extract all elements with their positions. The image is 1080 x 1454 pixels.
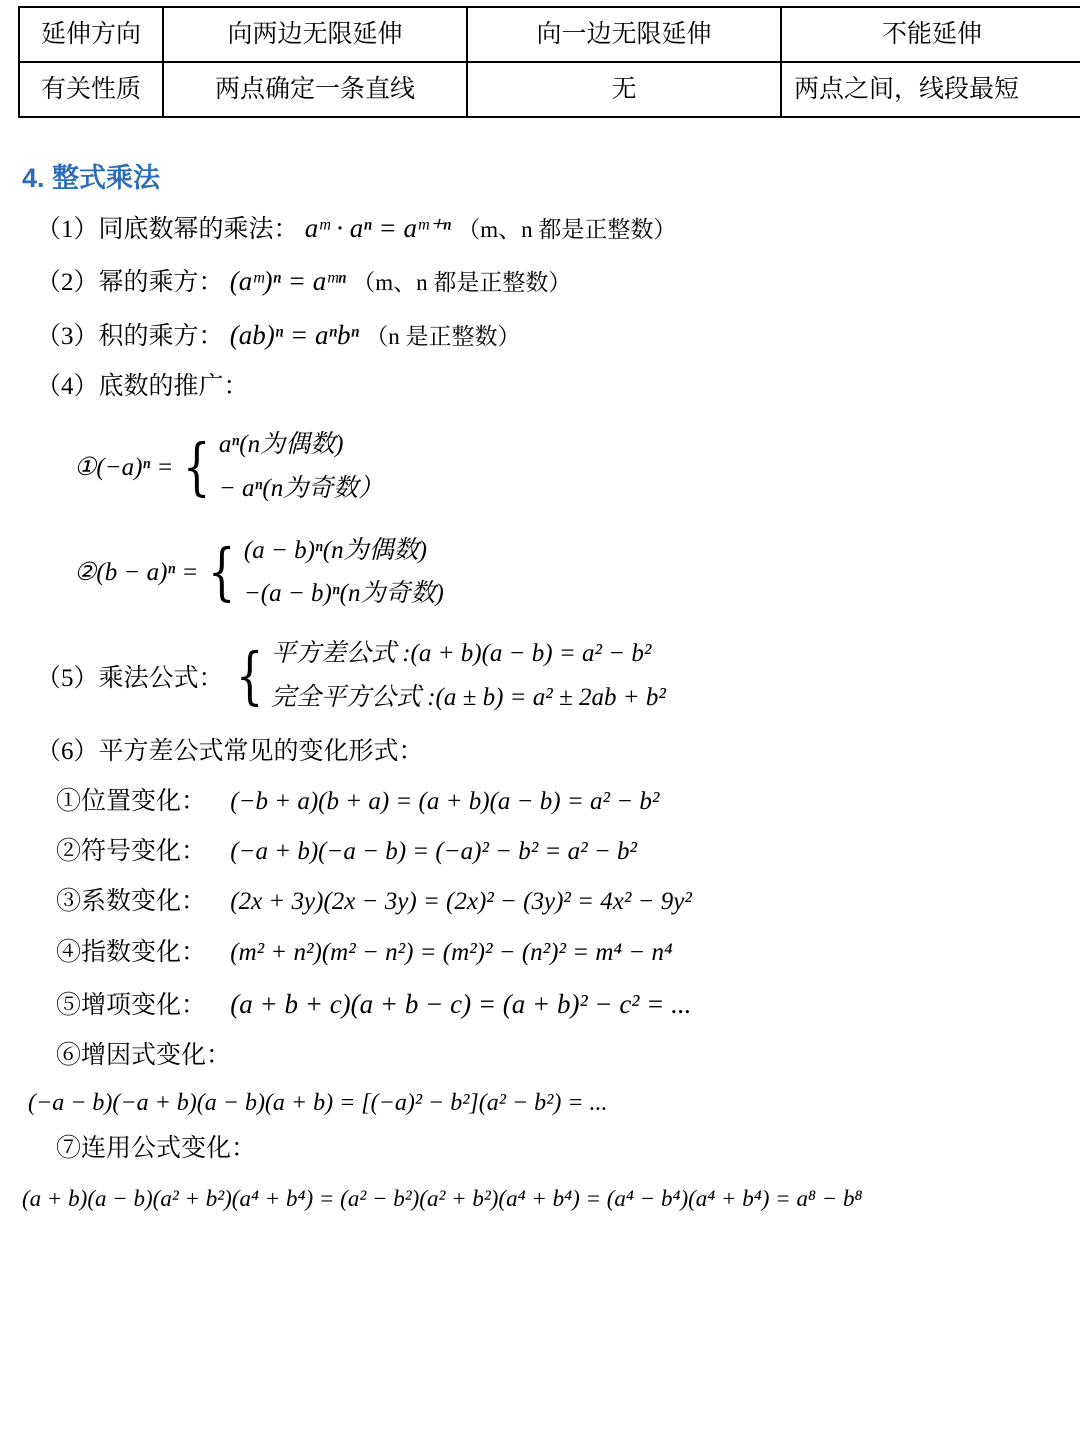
item-6-7-formula: (a + b)(a − b)(a² + b²)(a⁴ + b⁴) = (a² − b²)(a² + b²)(a⁴ + b⁴) = (a⁴ − b⁴)(a⁴ + b⁴) = a⁸ − b⁸ xyxy=(22,1185,863,1211)
item-1 xyxy=(36,209,1080,248)
section-number: 4. xyxy=(22,163,45,193)
item-5 xyxy=(36,632,1080,720)
brace-group-a xyxy=(173,423,383,511)
item-1-formula: aᵐ · aⁿ = aᵐ⁺ⁿ xyxy=(304,213,452,243)
row-header-property: 有关性质 xyxy=(19,62,163,117)
left-brace-icon: { xyxy=(183,429,211,503)
item-4-b-case1: (a − b)ⁿ(n为偶数) xyxy=(243,536,427,564)
cell-r2c1: 两点确定一条直线 xyxy=(163,62,467,117)
left-brace-icon: { xyxy=(235,638,264,712)
item-6-1 xyxy=(56,784,1080,820)
brace-group-mul xyxy=(226,632,666,720)
item-3-formula: (ab)ⁿ = aⁿbⁿ xyxy=(229,319,359,350)
section-title-text: 整式乘法 xyxy=(52,163,161,193)
item-4-b-case2: −(a − b)ⁿ(n为奇数) xyxy=(243,580,444,608)
item-2 xyxy=(36,262,1080,301)
item-6-3 xyxy=(56,884,1080,920)
item-6-4-label: ④指数变化： xyxy=(56,938,207,966)
item-6-2-label: ②符号变化： xyxy=(56,838,207,865)
item-5-label: （5）乘法公式： xyxy=(36,664,224,692)
properties-table xyxy=(18,6,1080,118)
item-6-4-formula: (m² + n²)(m² − n²) = (m²)² − (n²)² = m⁴ − n⁴ xyxy=(230,938,673,966)
item-6-7-label: ⑦连用公式变化： xyxy=(56,1135,257,1163)
item-3-note: （n 是正整数） xyxy=(365,323,521,349)
item-3 xyxy=(36,316,1080,355)
item-6-4 xyxy=(56,935,1080,971)
item-6-2 xyxy=(56,834,1080,870)
item-4-label: （4）底数的推广： xyxy=(36,372,249,400)
item-6-1-formula: (−b + a)(b + a) = (a + b)(a − b) = a² − b² xyxy=(230,787,660,815)
item-5-case2: 完全平方公式 :(a ± b) = a² ± 2ab + b² xyxy=(270,683,666,711)
item-2-note: （m、n 都是正整数） xyxy=(352,270,572,296)
row-header-direction: 延伸方向 xyxy=(19,7,163,62)
item-4-case-b xyxy=(74,529,1080,617)
item-6-5 xyxy=(56,985,1080,1024)
cell-r2c2: 无 xyxy=(467,62,781,117)
cell-r1c2: 向一边无限延伸 xyxy=(467,7,781,62)
item-4-b-lead: ②(b − a)ⁿ = xyxy=(74,559,199,587)
cell-r2c3: 两点之间，线段最短 xyxy=(781,62,1080,117)
item-1-label: （1）同底数幂的乘法： xyxy=(36,216,299,243)
table-row xyxy=(19,62,1080,117)
item-5-case1: 平方差公式 :(a + b)(a − b) = a² − b² xyxy=(270,640,652,667)
item-4-a-lead: ①(−a)ⁿ = xyxy=(74,453,174,481)
item-3-label: （3）积的乘方： xyxy=(36,322,224,350)
table-row xyxy=(19,7,1080,62)
item-6-5-formula: (a + b + c)(a + b − c) = (a + b)² − c² = ... xyxy=(230,988,692,1019)
item-1-note: （m、n 都是正整数） xyxy=(457,217,677,242)
properties-table-wrap xyxy=(0,0,1080,118)
item-6-6-formula: (−a − b)(−a + b)(a − b)(a + b) = [(−a)² − b²](a² − b²) = ... xyxy=(28,1090,608,1117)
cell-r1c1: 向两边无限延伸 xyxy=(163,7,467,62)
brace-group-b xyxy=(198,529,443,617)
item-6-5-label: ⑤增项变化： xyxy=(56,991,207,1019)
item-6-6-label: ⑥增因式变化： xyxy=(56,1042,232,1069)
item-6-3-label: ③系数变化： xyxy=(56,888,207,916)
item-6-2-formula: (−a + b)(−a − b) = (−a)² − b² = a² − b² xyxy=(230,838,638,865)
cell-r1c3: 不能延伸 xyxy=(781,7,1080,62)
section-title xyxy=(22,156,1080,195)
item-2-label: （2）幂的乘方： xyxy=(36,269,224,297)
item-6-3-formula: (2x + 3y)(2x − 3y) = (2x)² − (3y)² = 4x² − 9y² xyxy=(230,888,692,916)
item-2-formula: (aᵐ)ⁿ = aᵐⁿ xyxy=(229,266,346,297)
item-4-case-a xyxy=(74,423,1080,511)
item-6-1-label: ①位置变化： xyxy=(56,787,207,815)
left-brace-icon: { xyxy=(208,535,236,609)
item-4-a-case1: aⁿ(n为偶数) xyxy=(218,431,344,458)
item-6-label: （6）平方差公式常见的变化形式： xyxy=(36,737,424,765)
item-4-a-case2: − aⁿ(n为奇数） xyxy=(218,474,384,502)
